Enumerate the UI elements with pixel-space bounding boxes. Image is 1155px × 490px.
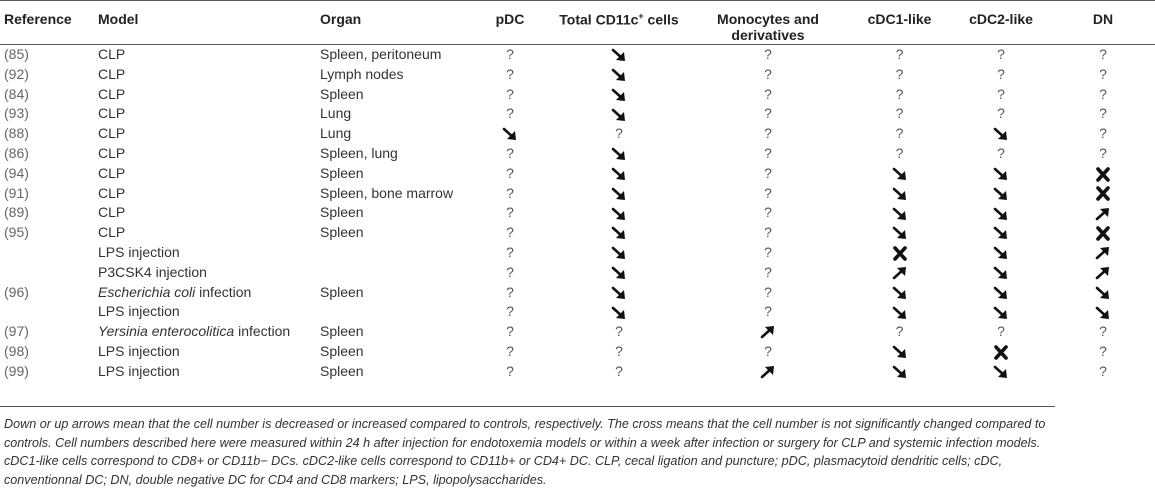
cell-organ: Spleen [320,164,364,181]
cell-reference: (86) [4,144,29,161]
table-footnote: Down or up arrows mean that the cell number is decreased or increased compared to controls, respectively. The cross means that the cell number is not significantly changed compared to controls. Cell numbers described here were measured within 24 h after injection for endotoxemia models or within a week after infection or surgery for CLP and systemic infection models. cDC1-like cells correspond to CD8+ or CD11b− DCs. cDC2-like cells correspond to CD11b+ or CD4+ DC. CLP, cecal ligation and puncture; pDC, plasmacytoid dendritic cells; cDC, conventionnal DC; DN, double negative DC for CD4 and CD8 markers; LPS, lipopolysaccharides. [4,417,1046,487]
cell-model: CLP [98,144,126,161]
down-arrow-icon [892,207,908,221]
cell-reference: (85) [4,46,29,62]
cell-organ: Spleen [320,362,364,379]
down-arrow-icon [611,48,627,62]
cell-reference: (84) [4,85,29,102]
cell-reference: (93) [4,105,29,122]
cell-mono: ? [764,144,772,161]
cell-total-down-icon [550,164,688,184]
down-arrow-icon [993,306,1009,320]
cell-cdc1: ? [895,105,904,122]
col-cdc2: cDC2-like [969,11,1033,27]
cell-dn-down-icon [1051,302,1155,322]
cell-model: LPS injection [98,362,180,379]
cell-dn: ? [1099,144,1107,161]
cell-cdc2: ? [997,65,1005,82]
col-reference: Reference [4,11,72,27]
cell-pdc: ? [506,46,514,62]
cell-dn-up-icon [1051,203,1155,223]
cell-cdc1-down-icon [848,203,951,223]
cell-total: ? [615,362,623,379]
cell-total-down-icon [550,263,688,283]
cell-reference: (96) [4,283,29,300]
up-arrow-icon [760,365,776,379]
cross-icon [994,346,1008,359]
table-row [0,65,1155,85]
cell-cdc1-down-icon [848,164,951,184]
cell-dn: ? [1099,46,1107,62]
cell-total-down-icon [550,85,688,105]
cell-pdc: ? [506,283,514,300]
cell-pdc: ? [506,164,514,181]
cell-cdc2: ? [997,46,1005,62]
cell-cdc1: ? [895,323,904,340]
down-arrow-icon [611,266,627,280]
cell-dn: ? [1099,105,1107,122]
cell-mono: ? [764,283,772,300]
down-arrow-icon [993,246,1009,260]
cell-organ: Spleen, bone marrow [320,184,454,201]
cell-organ: Spleen [320,85,364,102]
down-arrow-icon [892,226,908,240]
cell-pdc: ? [506,65,514,82]
cell-dn: ? [1099,362,1107,379]
cell-model: CLP [98,184,126,201]
col-monocytes: Monocytes and derivatives [717,11,819,43]
table-row [0,85,1155,105]
cell-reference [0,243,98,263]
cell-pdc-down-icon [470,124,550,144]
down-arrow-icon [892,286,908,300]
cell-model: CLP [98,125,126,142]
cell-cdc2-down-icon [951,302,1051,322]
cell-organ: Spleen, lung [320,144,398,161]
cell-total-down-icon [550,144,688,164]
down-arrow-icon [892,365,908,379]
cell-total-down-icon [550,104,688,124]
cell-cdc1: ? [895,125,904,142]
cell-cdc2-down-icon [951,124,1051,144]
cell-reference: (95) [4,224,29,241]
cell-dn: ? [1099,65,1107,82]
cell-mono: ? [764,164,772,181]
table-row [0,124,1155,144]
cell-model: P3CSK4 injection [98,263,207,280]
cell-mono: ? [764,184,772,201]
down-arrow-icon [502,127,518,141]
cell-organ: Spleen [320,323,364,340]
cell-reference: (99) [4,362,29,379]
cross-icon [893,247,907,260]
up-arrow-icon [760,325,776,339]
up-arrow-icon [1095,207,1111,221]
cell-organ: Spleen [320,283,364,300]
cell-cdc1-down-icon [848,302,951,322]
down-arrow-icon [892,345,908,359]
cell-mono-up-icon [688,362,848,382]
cell-cdc1-down-icon [848,362,951,382]
cell-cdc2-down-icon [951,203,1051,223]
cell-organ [320,243,470,263]
cell-pdc: ? [506,85,514,102]
cell-pdc: ? [506,342,514,359]
cell-mono: ? [764,224,772,241]
table-row [0,144,1155,164]
cell-mono: ? [764,85,772,102]
down-arrow-icon [611,246,627,260]
col-model: Model [98,11,139,27]
down-arrow-icon [1095,306,1111,320]
cell-dn-cross-icon [1051,223,1155,243]
down-arrow-icon [993,365,1009,379]
cell-cdc2: ? [997,323,1005,340]
table-row [0,203,1155,223]
up-arrow-icon [1095,266,1111,280]
cell-reference: (88) [4,125,29,142]
down-arrow-icon [993,207,1009,221]
col-pdc: pDC [495,11,525,27]
down-arrow-icon [611,108,627,122]
cell-total: ? [615,125,623,142]
cell-cdc2-down-icon [951,362,1051,382]
down-arrow-icon [892,187,908,201]
cell-organ: Lung [320,105,352,122]
down-arrow-icon [993,266,1009,280]
cell-organ: Spleen [320,224,364,241]
cell-organ: Spleen [320,204,364,221]
cross-icon [1096,227,1110,240]
cell-dn-down-icon [1051,283,1155,303]
cell-mono: ? [764,204,772,221]
cell-reference: (92) [4,65,29,82]
cell-total-down-icon [550,203,688,223]
cell-cdc1-cross-icon [848,243,951,263]
cell-model: CLP [98,224,126,241]
cell-cdc1-down-icon [848,184,951,204]
cell-total-down-icon [550,184,688,204]
cell-reference: (98) [4,342,29,359]
table-row [0,184,1155,204]
cell-reference [0,263,98,283]
cell-model: CLP [98,164,126,181]
cell-model: CLP [98,85,126,102]
down-arrow-icon [611,88,627,102]
table-row [0,223,1155,243]
down-arrow-icon [892,306,908,320]
cell-model: LPS injection [98,243,180,260]
table-row [0,283,1155,303]
table-header [0,1,1155,45]
table-row [0,342,1155,362]
cell-cdc2: ? [997,144,1005,161]
table-row [0,322,1155,342]
cell-dn: ? [1099,323,1107,340]
cell-mono: ? [764,303,772,320]
col-dn: DN [1092,11,1114,27]
cell-dn: ? [1099,125,1107,142]
down-arrow-icon [993,226,1009,240]
cell-cdc1: ? [895,85,904,102]
cell-cdc1: ? [895,65,904,82]
cell-total-down-icon [550,283,688,303]
cell-pdc: ? [506,362,514,379]
down-arrow-icon [993,187,1009,201]
cell-dn-up-icon [1051,243,1155,263]
cell-pdc: ? [506,144,514,161]
table-row [0,362,1155,382]
cell-reference: (97) [4,323,29,340]
table-row [0,164,1155,184]
down-arrow-icon [611,187,627,201]
down-arrow-icon [611,226,627,240]
cell-cdc2-down-icon [951,184,1051,204]
cell-pdc: ? [506,184,514,201]
cell-dn-cross-icon [1051,184,1155,204]
down-arrow-icon [1095,286,1111,300]
cell-organ [320,263,470,283]
down-arrow-icon [611,286,627,300]
cell-organ [320,302,470,322]
cell-model: Yersinia enterocolitica infection [98,323,291,340]
table-row [0,263,1155,283]
cell-organ: Spleen, peritoneum [320,46,442,62]
col-organ: Organ [320,11,362,27]
cell-reference: (89) [4,204,29,221]
down-arrow-icon [611,68,627,82]
cell-mono: ? [764,105,772,122]
cell-cdc1-up-icon [848,263,951,283]
cell-cdc2-down-icon [951,283,1051,303]
table-row [0,302,1155,322]
cell-model: CLP [98,105,126,122]
down-arrow-icon [993,286,1009,300]
cell-reference: (91) [4,184,29,201]
cell-cdc2-down-icon [951,243,1051,263]
cell-model: LPS injection [98,303,180,320]
table-bottom-rule [0,406,1055,407]
cross-icon [1096,168,1110,181]
cell-cdc2: ? [997,85,1005,102]
cell-total-down-icon [550,243,688,263]
cell-cdc1-down-icon [848,223,951,243]
cell-pdc: ? [506,303,514,320]
cell-model: CLP [98,204,126,221]
cell-cdc2-down-icon [951,263,1051,283]
cross-icon [1096,187,1110,200]
table-row [0,45,1155,65]
cell-total-down-icon [550,302,688,322]
cell-organ: Lung [320,125,352,142]
col-cdc1: cDC1-like [867,11,932,27]
table-row [0,104,1155,124]
cell-dn-cross-icon [1051,164,1155,184]
cell-total-down-icon [550,223,688,243]
cell-pdc: ? [506,204,514,221]
cell-cdc2-down-icon [951,164,1051,184]
up-arrow-icon [1095,246,1111,260]
cell-mono: ? [764,65,772,82]
cell-organ: Spleen [320,342,364,359]
cell-reference: (94) [4,164,29,181]
cell-organ: Lymph nodes [320,65,404,82]
table-row [0,243,1155,263]
down-arrow-icon [611,167,627,181]
table-body [0,45,1155,382]
cell-cdc1-down-icon [848,342,951,362]
cell-cdc1: ? [895,46,904,62]
cell-pdc: ? [506,243,514,260]
cell-dn-up-icon [1051,263,1155,283]
cell-total-down-icon [550,45,688,65]
cell-dn: ? [1099,342,1107,359]
cell-total: ? [615,323,623,340]
cell-cdc2: ? [997,105,1005,122]
cell-cdc1-down-icon [848,283,951,303]
down-arrow-icon [993,127,1009,141]
cell-reference [0,302,98,322]
cell-mono: ? [764,125,772,142]
cell-pdc: ? [506,105,514,122]
cell-mono: ? [764,342,772,359]
cell-mono: ? [764,263,772,280]
down-arrow-icon [611,207,627,221]
cell-pdc: ? [506,263,514,280]
up-arrow-icon [892,266,908,280]
cell-cdc2-down-icon [951,223,1051,243]
cell-mono: ? [764,46,772,62]
cell-dn: ? [1099,85,1107,102]
cell-pdc: ? [506,323,514,340]
cell-model: CLP [98,65,126,82]
down-arrow-icon [611,147,627,161]
cell-total: ? [615,342,623,359]
col-total-cd11c: Total CD11c+ cells [559,11,679,28]
cell-model: Escherichia coli infection [98,283,252,300]
cell-total-down-icon [550,65,688,85]
cell-pdc: ? [506,224,514,241]
cell-mono-up-icon [688,322,848,342]
cell-model: LPS injection [98,342,180,359]
cell-mono: ? [764,243,772,260]
cell-model: CLP [98,46,126,62]
cell-cdc2-cross-icon [951,342,1051,362]
down-arrow-icon [993,167,1009,181]
cell-cdc1: ? [895,144,904,161]
down-arrow-icon [611,306,627,320]
down-arrow-icon [892,167,908,181]
